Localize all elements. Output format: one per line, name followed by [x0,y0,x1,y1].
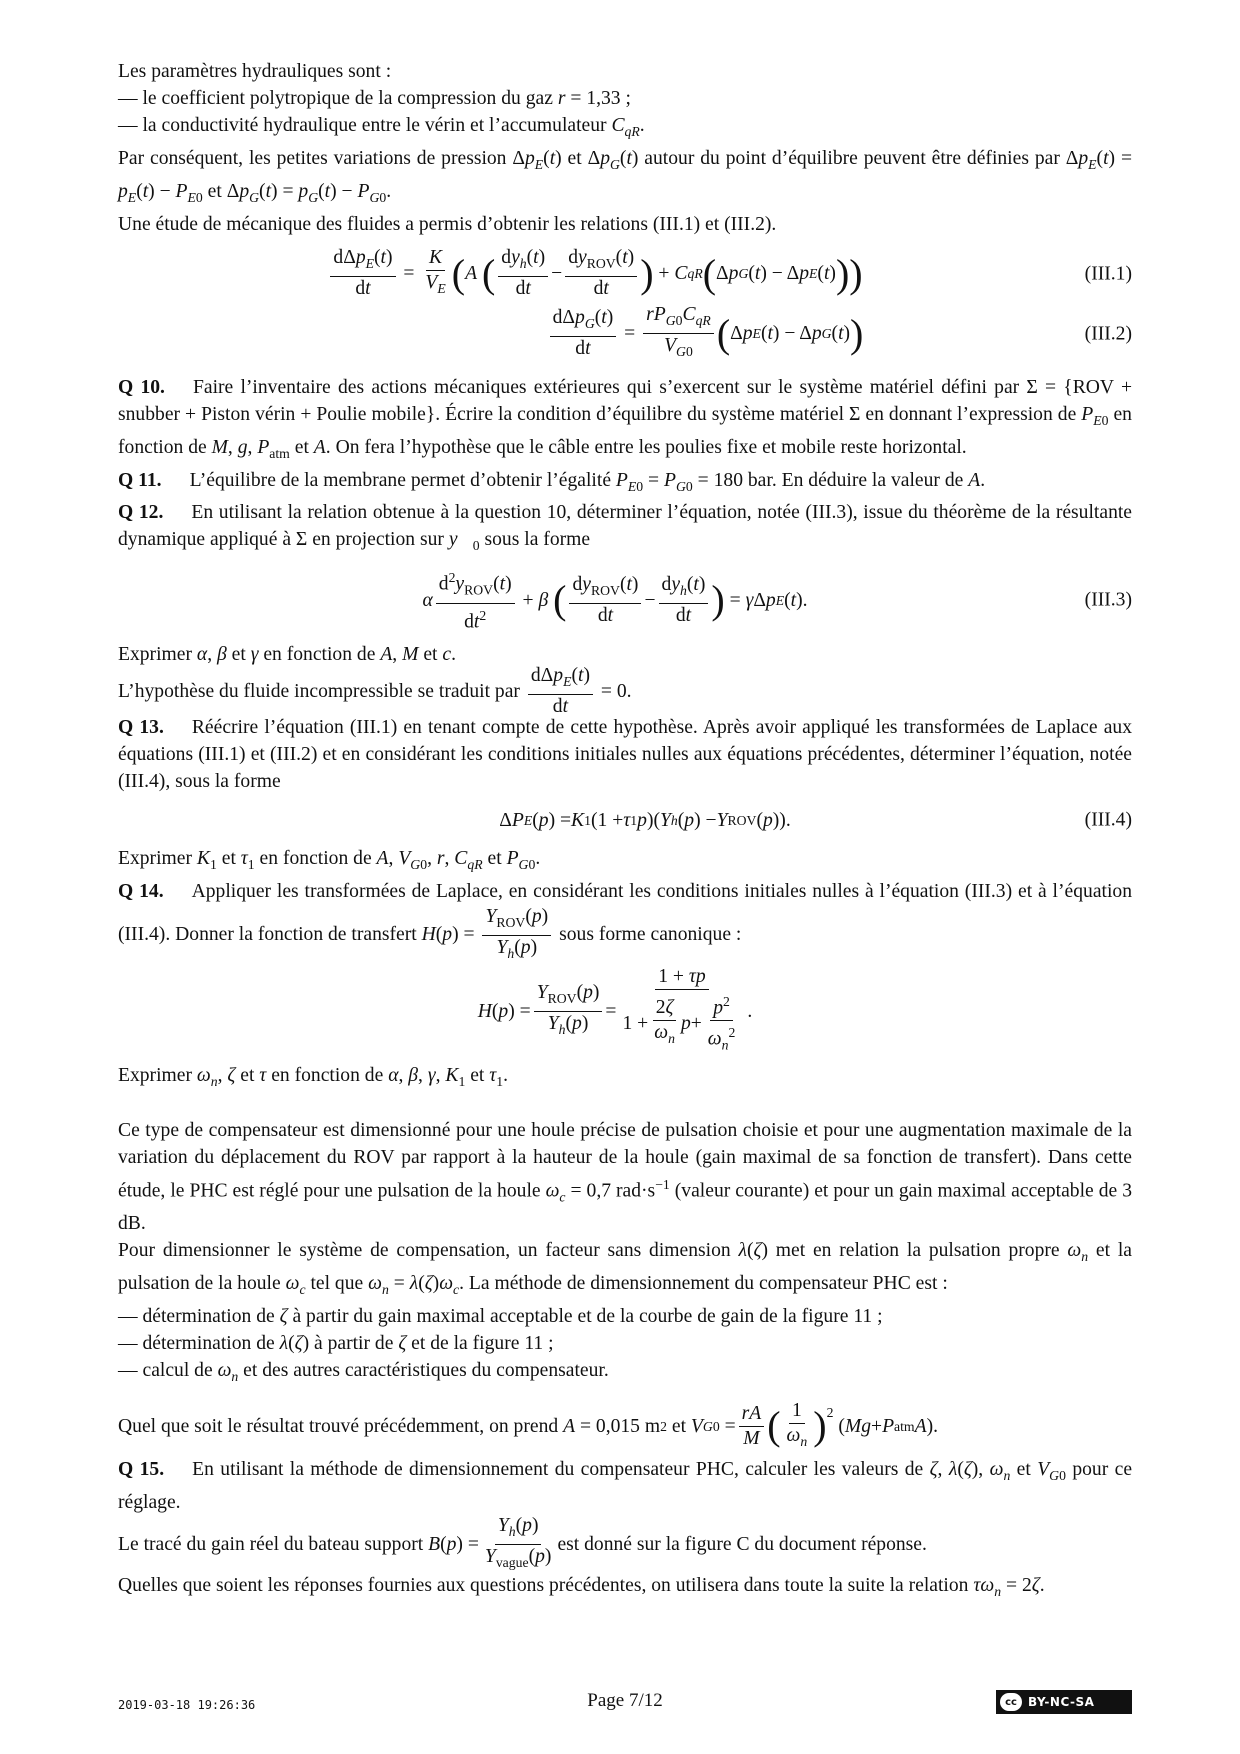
question-13-after: Exprimer $K_1$ et $\tau_1$ en fonction de A, $V_{G0}$, r, $C_{qR}$ et $P_{G0}$. [118,848,541,873]
equation-label: (III.3) [1084,589,1132,611]
question-12: Q 12. En utilisant la relation obtenue à la question 10, déterminer l’équation, notée (III.3), issue du théorème de la résultante dynamique appliqué à Σ en projection sur $y⃗_0$ sous la forme [118,502,1133,554]
license-badge [996,1690,1132,1714]
question-label: Q 15. [118,1459,165,1481]
phc-paragraph-2: Pour dimensionner le système de compensation, un facteur sans dimension λ(ζ) met en relation la pulsation propre $\omega_n$ et la pulsation de la houle $\omega_c$ tel que $\omega_n = \lambda(\zeta)\omega_c$. La méthode de dimensionnement du compensateur PHC est : [118,1240,1133,1298]
license-label: BY-NC-SA [1028,1695,1095,1709]
transfer-function-h: H ( p ) = $\frac{Y_{ROV}(p)}{Y_h(p)}$ = 1 + τp 1 + $\frac{2\zeta}{\omega_n}$ p + $\frac{p^2}{\omega_n^2}$ . [477,965,753,1053]
creative-commons-icon: cc [1000,1693,1022,1711]
equation-iii-1: $\frac{d\Delta p_E(t)}{dt}$ = $\frac{K}{V_E}$ ( A ( $\frac{dy_h(t)}{dt}$ − $\frac{dy_{ROV}(t)}{dt}$ ) + C qR ( Δ p G ( t ) − Δ p E ( t ) )) (III.1) [118,244,1132,304]
equation-iii-2: $\frac{d\Delta p_G(t)}{dt}$ = $\frac{rP_{G0}C_{qR}}{V_{G0}}$ ( Δ p E ( t ) − Δ p G ( t ) ) (III.2) [118,304,1132,364]
intro-item-2: — la conductivité hydraulique entre le vérin et l’accumulateur $C_{qR}$. [118,115,645,139]
question-13: Q 13. Réécrire l’équation (III.1) en tenant compte de cette hypothèse. Après avoir appliqué les transformées de Laplace aux équations (III.1) et (III.2) et en considérant les conditions initiales nulles aux équations précédentes, déterminer l’équation, notée (III.4), sous la forme [118,717,1132,793]
question-14-after: Exprimer $\omega_n$, ζ et τ en fonction de α, β, γ, $K_1$ et $\tau_1$. [118,1065,509,1089]
equation-label: (III.4) [1084,809,1132,831]
question-10: Q 10. Faire l’inventaire des actions mécaniques extérieures qui s’exercent sur le système matériel défini par Σ = {ROV + snubber + Piston vérin + Poulie mobile}. Écrire la condition d’équilibre du système matériel Σ en donnant l’expression de $P_{E0}$ en fonction de M, g, $P_{atm}$ et A. On fera l’hypothèse que le câble entre les poulies fixe et mobile reste horizontal. [118,376,1132,461]
final-relation: Quelles que soient les réponses fournies aux questions précédentes, on utilisera dans toute la suite la relation $\tau\omega_n = 2\zeta$. [118,1575,1045,1599]
given-values: Quel que soit le résultat trouvé précédemment, on prend A = 0,015 m 2 et V G 0 = $\frac{rA}{M}$ ( $\frac{1}{\omega_n}$ ) $^2$ ( Mg + P atm A ). [118,1399,939,1449]
page-content [118,58,1132,1605]
intro-item-1: — le coefficient polytropique de la compression du gaz r = 1,33 ; [118,88,631,109]
intro-para-2: Une étude de mécanique des fluides a permis d’obtenir les relations (III.1) et (III.2). [118,213,777,235]
incompressible-hypothesis: L’hypothèse du fluide incompressible se traduit par $\frac{d\Delta p_E(t)}{dt}$ = 0. [118,664,632,717]
method-bullet-2: — détermination de λ(ζ) à partir de ζ et de la figure 11 ; [118,1333,554,1355]
boat-gain-text: Le tracé du gain réel du bateau support B ( p ) = $\frac{Y_h(p)}{Y_{vague}(p)}$ est donné sur la figure C du document réponse. [118,1514,927,1570]
equation-iii-3: α $\frac{d^2y_{ROV}(t)}{dt^2}$ + β ( $\frac{dy_{ROV}(t)}{dt}$ − $\frac{dy_h(t)}{dt}$ ) = γ Δ p E ( t ). (III.3) [118,567,1132,633]
intro-lead: Les paramètres hydrauliques sont : [118,61,392,82]
phc-paragraph-1: Ce type de compensateur est dimensionné pour une houle précise de pulsation choisie et pour une augmentation maximale de la variation du déplacement du ROV par rapport à la hauteur de la houle (gain maximal de sa fonction de transfert). Dans cette étude, le PHC est réglé pour une pulsation de la houle $\omega_c = 0,7$ $rad\cdot s^{-1}$ (valeur courante) et pour un gain maximal acceptable de 3 dB. [118,1119,1133,1235]
question-15: Q 15. En utilisant la méthode de dimensionnement du compensateur PHC, calculer les valeurs de ζ, λ(ζ), $\omega_n$ et $V_{G0}$ pour ce réglage. [118,1459,1133,1514]
intro-para-1: Par conséquent, les petites variations de pression $\Delta p_E(t)$ et $\Delta p_G(t)$ autour du point d’équilibre peuvent être définies par $\Delta p_E(t) = p_E(t) - P_{E0}$ et $\Delta p_G(t) = p_G(t) - P_{G0}$. [118,147,1132,205]
page-footer [118,1690,1132,1720]
method-bullet-1: — détermination de ζ à partir du gain maximal acceptable et de la courbe de gain de la figure 11 ; [118,1306,883,1328]
question-label: Q 10. [118,376,165,398]
equation-label: (III.1) [1084,263,1132,285]
method-bullet-3: — calcul de $\omega_n$ et des autres caractéristiques du compensateur. [118,1360,609,1385]
question-14: Q 14. Appliquer les transformées de Laplace, en considérant les conditions initiales nulles à l’équation (III.3) et à l’équation (III.4). Donner la fonction de transfert H(p) = $\frac{Y_{ROV}(p)}{Y_h(p)}$ sous forme canonique : [118,881,1132,962]
question-label: Q 11. [118,469,162,491]
question-11: Q 11. L’équilibre de la membrane permet d’obtenir l’égalité $P_{E0} = P_{G0} = 180$ bar. En déduire la valeur de A. [118,469,986,494]
timestamp: 2019-03-18 19:26:36 [118,1698,256,1712]
question-label: Q 14. [118,881,164,903]
page-number: Page 7/12 [587,1690,663,1711]
equation-iii-4: Δ P E ( p ) = K 1 (1 + τ 1 p )( Y h ( p ) − Y ROV ( p )). (III.4) [118,795,1132,845]
question-label: Q 13. [118,717,164,739]
question-12-after: Exprimer α, β et γ en fonction de A, M et c. [118,644,456,666]
equation-label: (III.2) [1084,323,1132,345]
question-label: Q 12. [118,502,164,524]
